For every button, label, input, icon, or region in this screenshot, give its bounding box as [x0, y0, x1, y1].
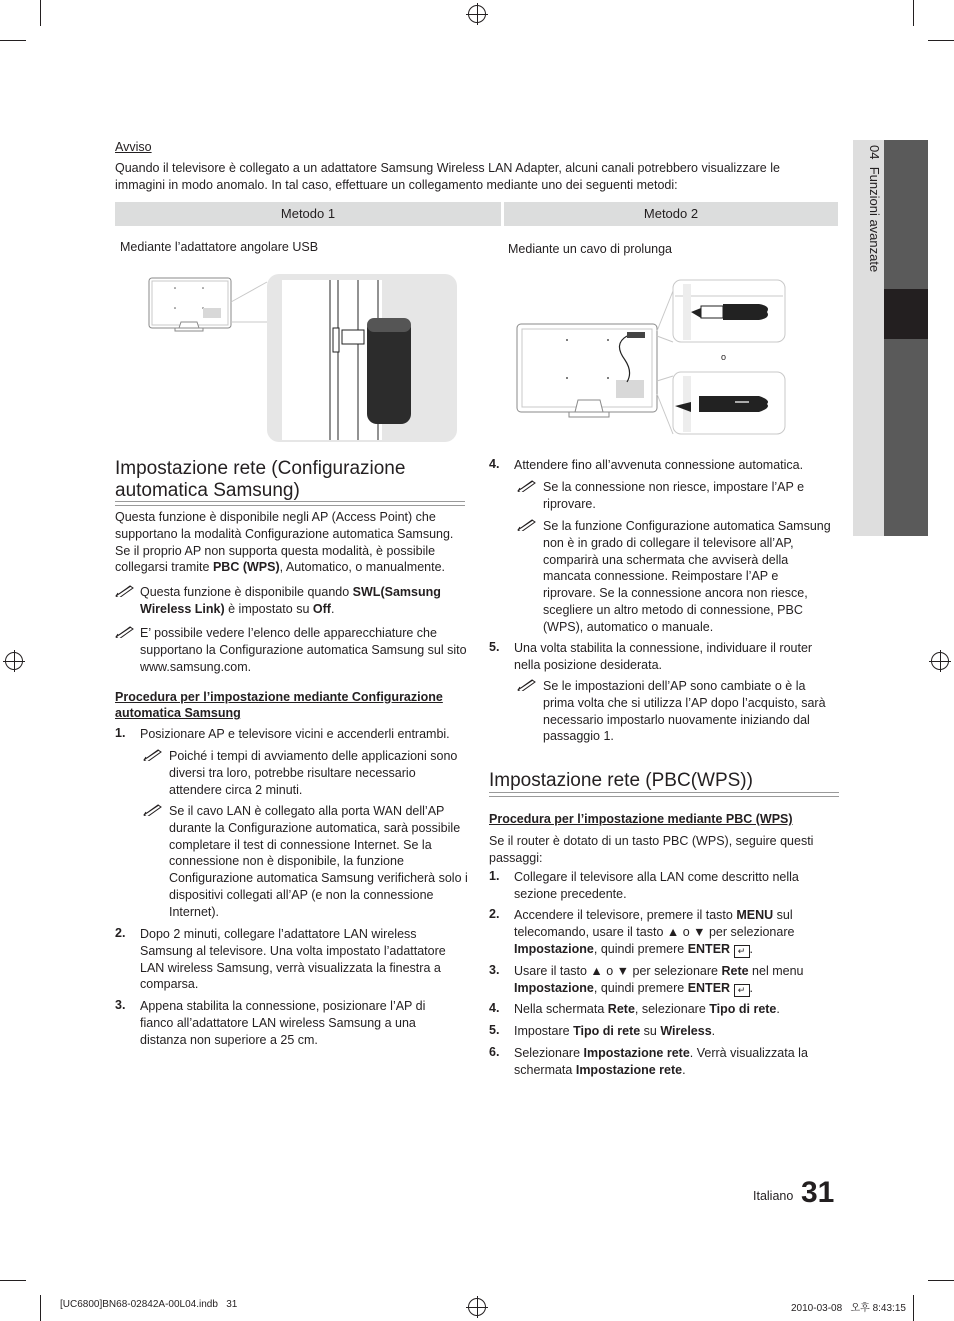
right-step-4-note-1: Se la connessione non riesce, impostare l’AP e riprovare. — [543, 480, 805, 511]
table-cell-metodo-2: Mediante un cavo di prolunga — [508, 242, 673, 256]
step-number: 5. — [489, 640, 500, 654]
left-heading-rule — [115, 501, 465, 506]
step-number: 2. — [115, 926, 126, 940]
right-s6: Selezionare Impostazione rete. Verrà visualizzata la schermata Impostazione rete. — [514, 1046, 808, 1077]
registration-mark-bottom — [468, 1298, 486, 1316]
step-number: 5. — [489, 1023, 500, 1037]
footer-date: 2010-03-08 오후 8:43:15 — [791, 1303, 906, 1314]
avviso-label: Avviso — [115, 140, 152, 154]
enter-key-icon: ↵ — [734, 945, 750, 958]
left-note-1: Questa funzione è disponibile quando SWL(Samsung Wireless Link) è impostato su Off. — [140, 585, 441, 616]
left-procedure-title: Procedura per l’impostazione mediante Configurazione automatica Samsung — [115, 690, 443, 720]
right-procedure-title: Procedura per l’impostazione mediante PBC (WPS) — [489, 812, 793, 826]
step-number: 4. — [489, 457, 500, 471]
right-step-4-note-2: Se la funzione Configurazione automatica Samsung non è in grado di collegare il televisore all’AP, comparirà una schermata che avviserà della mancata connessione. Reimpostare l’AP e riprovare. Se la connessione ancora non riesce, scegliere un altro metodo di connessione, PBC (WPS), automatico o manuale. — [543, 519, 831, 634]
right-s2: Accendere il televisore, premere il tasto MENU sul telecomando, usare il tasto ▲ o ▼ per selezionare Impostazione, quindi premere ENTER ↵ . — [514, 908, 795, 956]
right-step-4: Attendere fino all’avvenuta connessione automatica. — [514, 458, 804, 472]
step-number: 1. — [489, 869, 500, 883]
right-s1: Collegare il televisore alla LAN come descritto nella sezione precedente. — [514, 870, 799, 901]
right-step-5-note: Se le impostazioni dell’AP sono cambiate o è la prima volta che si utilizza l’AP dopo l’acquisto, sarà necessario impostarlo nuovamente iniziando dal passaggio 1. — [543, 679, 826, 744]
step-number: 3. — [489, 963, 500, 977]
note-pencil-icon — [143, 747, 163, 761]
note-pencil-icon — [517, 517, 537, 531]
enter-key-icon: ↵ — [734, 984, 750, 997]
footer-language: Italiano — [753, 1189, 794, 1203]
figure-label-o: o — [721, 352, 727, 362]
right-s3: Usare il tasto ▲ o ▼ per selezionare Rete nel menu Impostazione, quindi premere ENTER ↵ . — [514, 964, 804, 995]
step-number: 6. — [489, 1045, 500, 1059]
footer-file-info: [UC6800]BN68-02842A-00L04.indb 31 — [60, 1299, 238, 1310]
step-number: 3. — [115, 998, 126, 1012]
left-step-1-note-1: Poiché i tempi di avviamento delle applicazioni sono diversi tra loro, potrebbe risultare necessario attendere circa 2 minuti. — [169, 749, 458, 797]
step-number: 4. — [489, 1001, 500, 1015]
left-heading: Impostazione rete (Configurazione automatica Samsung) — [115, 458, 406, 501]
registration-mark-left — [5, 652, 23, 670]
left-step-2: Dopo 2 minuti, collegare l’adattatore LAN wireless Samsung al televisore. Una volta impostato l’adattatore LAN wireless Samsung, verrà visualizzata la finestra a comparsa. — [140, 927, 446, 992]
avviso-text: Quando il televisore è collegato a un adattatore Samsung Wireless LAN Adapter, alcuni canali potrebbero visualizzare le immagini in modo anomalo. In tal caso, effettuare un collegamento mediante uno dei seguenti metodi: — [115, 161, 780, 192]
note-pencil-icon — [143, 802, 163, 816]
figure-usb-angle-adapter — [145, 272, 460, 444]
registration-mark-top — [468, 5, 486, 23]
left-step-1-note-2: Se il cavo LAN è collegato alla porta WAN dell’AP durante la Configurazione automatica, sarà possibile completare il test di connessione Internet. Se la connessione non è disponibile, la funzione Configurazione automatica Samsung verificherà solo i dispositivi collegati all’AP (e non la connessione Internet). — [169, 804, 468, 919]
right-heading: Impostazione rete (PBC(WPS)) — [489, 770, 753, 791]
note-pencil-icon — [517, 677, 537, 691]
page-number: 31 — [801, 1176, 835, 1209]
registration-mark-right — [931, 652, 949, 670]
right-step-5: Una volta stabilita la connessione, individuare il router nella posizione desiderata. — [514, 641, 813, 672]
left-step-3: Appena stabilita la connessione, posizionare l’AP di fianco all’adattatore LAN wireless Samsung a una distanza non superiore a 25 cm. — [140, 999, 426, 1047]
note-pencil-icon — [115, 624, 135, 638]
figure-extension-cable — [515, 276, 790, 438]
table-header-metodo-1: Metodo 1 — [115, 202, 501, 226]
step-number: 1. — [115, 726, 126, 740]
note-pencil-icon — [517, 478, 537, 492]
right-s5: Impostare Tipo di rete su Wireless. — [514, 1024, 716, 1038]
left-step-1: Posizionare AP e televisore vicini e accenderli entrambi. — [140, 727, 450, 741]
right-intro: Se il router è dotato di un tasto PBC (WPS), seguire questi passaggi: — [489, 834, 814, 865]
table-cell-metodo-1: Mediante l’adattatore angolare USB — [120, 240, 319, 254]
right-heading-rule — [489, 792, 839, 797]
left-note-2: E’ possibile vedere l’elenco delle apparecchiature che supportano la Configurazione automatica Samsung sul sito www.samsung.com. — [140, 626, 467, 674]
side-tab-label: 04 Funzioni avanzate — [867, 145, 882, 273]
left-intro: Questa funzione è disponibile negli AP (Access Point) che supportano la modalità Configurazione automatica Samsung. Se il proprio AP non supporta questa modalità, è possibile collegarsi tramite PBC (WPS), Automatico, o manualmente. — [115, 510, 454, 575]
table-header-metodo-2: Metodo 2 — [504, 202, 838, 226]
right-s4: Nella schermata Rete, selezionare Tipo di rete. — [514, 1002, 780, 1016]
step-number: 2. — [489, 907, 500, 921]
note-pencil-icon — [115, 583, 135, 597]
